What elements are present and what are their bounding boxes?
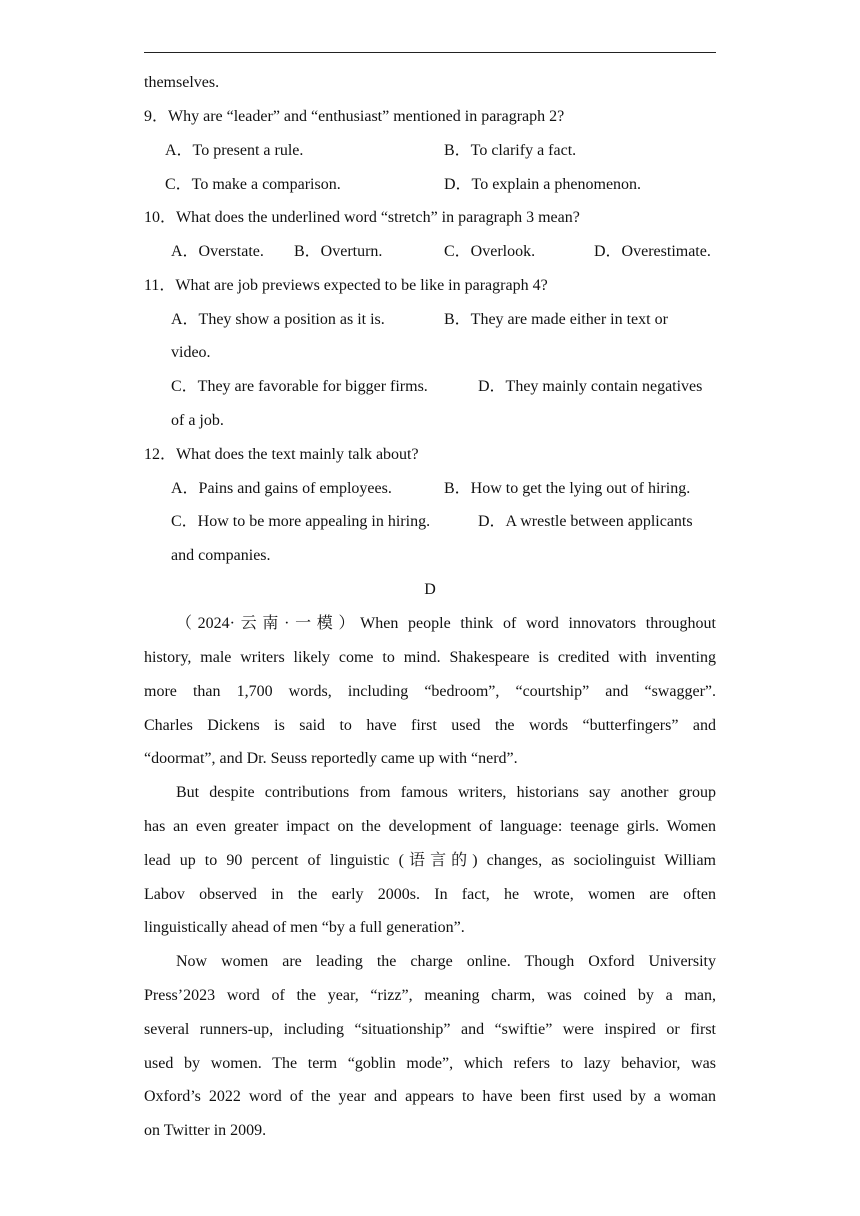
- passage-line: history, male writers likely come to mind. Shakespeare is credited with inventing: [144, 649, 716, 666]
- question-9-stem: 9．Why are “leader” and “enthusiast” mentioned in paragraph 2?: [144, 108, 565, 125]
- question-12-option-b[interactable]: B．How to get the lying out of hiring.: [444, 480, 691, 497]
- passage-line: （2024·云南·一模）When people think of word innovators throughout: [176, 615, 716, 632]
- passage-line: lead up to 90 percent of linguistic (语言的) changes, as sociolinguist William: [144, 852, 716, 869]
- question-11-option-d[interactable]: D．They mainly contain negatives: [478, 378, 703, 395]
- question-10-option-c[interactable]: C．Overlook.: [444, 243, 536, 260]
- question-12-option-a[interactable]: A．Pains and gains of employees.: [171, 480, 392, 497]
- passage-line: Charles Dickens is said to have first used the words “butterfingers” and: [144, 717, 716, 734]
- question-10-stem: 10．What does the underlined word “stretch” in paragraph 3 mean?: [144, 209, 580, 226]
- header-rule: [144, 52, 716, 53]
- question-10-option-a[interactable]: A．Overstate.: [171, 243, 264, 260]
- passage-line: used by women. The term “goblin mode”, which refers to lazy behavior, was: [144, 1055, 716, 1072]
- question-11-stem: 11．What are job previews expected to be like in paragraph 4?: [144, 277, 548, 294]
- question-12-option-d[interactable]: D．A wrestle between applicants: [478, 513, 693, 530]
- question-9-option-c[interactable]: C．To make a comparison.: [165, 176, 341, 193]
- continuation-text: themselves.: [144, 74, 220, 91]
- passage-line: But despite contributions from famous writers, historians say another group: [176, 784, 716, 801]
- question-10-option-b[interactable]: B．Overturn.: [294, 243, 383, 260]
- passage-line: more than 1,700 words, including “bedroom”, “courtship” and “swagger”.: [144, 683, 716, 700]
- question-10-option-d[interactable]: D．Overestimate.: [594, 243, 711, 260]
- question-12-option-d-cont: and companies.: [171, 547, 271, 564]
- question-9-option-a[interactable]: A．To present a rule.: [165, 142, 304, 159]
- passage-line: Now women are leading the charge online. Though Oxford University: [176, 953, 716, 970]
- question-11-option-d-cont: of a job.: [171, 412, 224, 429]
- section-label: D: [424, 581, 436, 598]
- passage-line: Press’2023 word of the year, “rizz”, meaning charm, was coined by a man,: [144, 987, 716, 1004]
- passage-line: on Twitter in 2009.: [144, 1122, 267, 1139]
- question-12-option-c[interactable]: C．How to be more appealing in hiring.: [171, 513, 431, 530]
- passage-line: linguistically ahead of men “by a full generation”.: [144, 919, 465, 936]
- question-11-option-c[interactable]: C．They are favorable for bigger firms.: [171, 378, 428, 395]
- passage-line: Oxford’s 2022 word of the year and appears to have been first used by a woman: [144, 1088, 716, 1105]
- question-9-option-b[interactable]: B．To clarify a fact.: [444, 142, 577, 159]
- question-9-option-d[interactable]: D．To explain a phenomenon.: [444, 176, 642, 193]
- question-11-option-b[interactable]: B．They are made either in text or: [444, 311, 668, 328]
- passage-line: Labov observed in the early 2000s. In fact, he wrote, women are often: [144, 886, 716, 903]
- question-11-option-a[interactable]: A．They show a position as it is.: [171, 311, 385, 328]
- passage-line: several runners-up, including “situationship” and “swiftie” were inspired or first: [144, 1021, 716, 1038]
- question-11-option-b-cont: video.: [171, 344, 211, 361]
- passage-line: has an even greater impact on the development of language: teenage girls. Women: [144, 818, 716, 835]
- passage-line: “doormat”, and Dr. Seuss reportedly came up with “nerd”.: [144, 750, 518, 767]
- question-12-stem: 12．What does the text mainly talk about?: [144, 446, 419, 463]
